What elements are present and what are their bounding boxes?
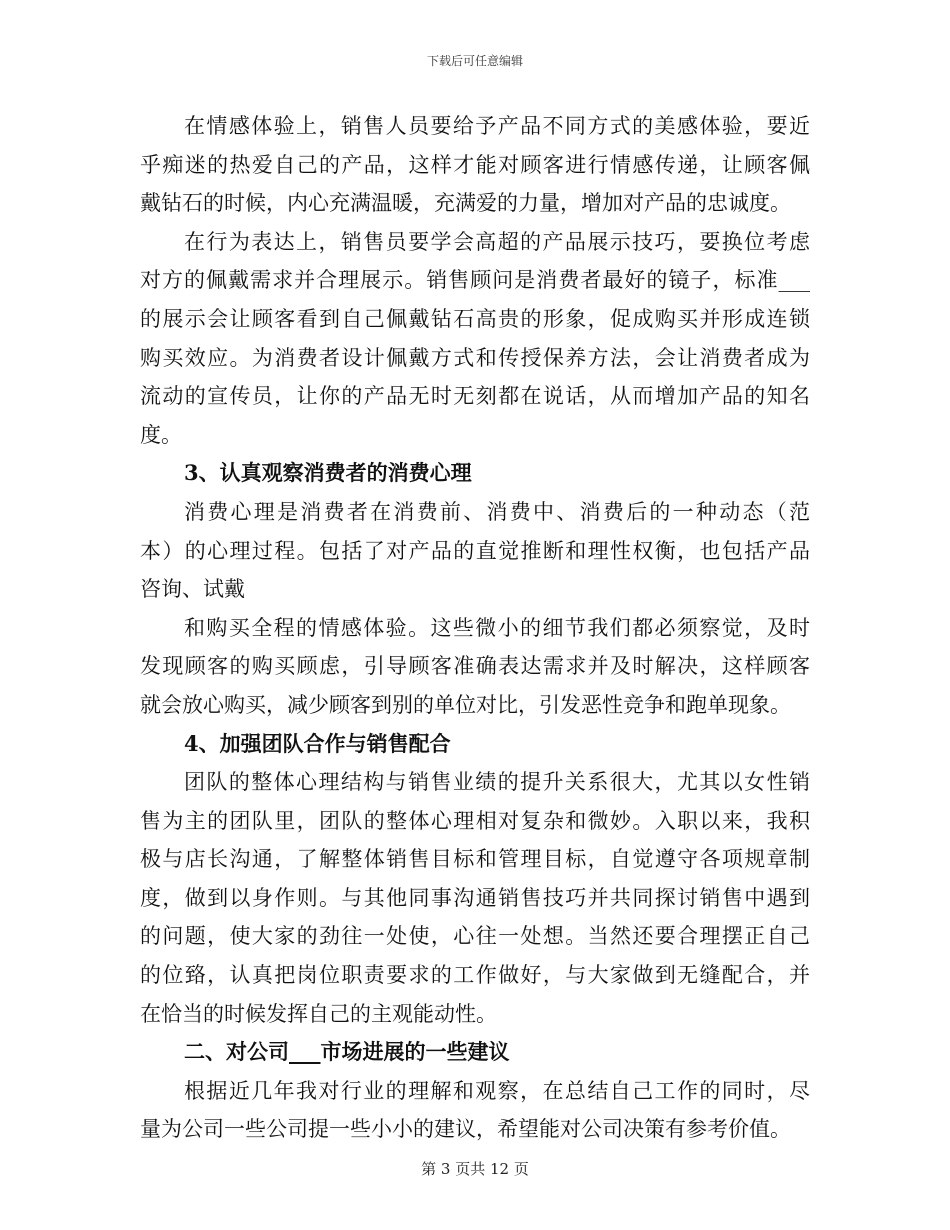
paragraph-line: 戴钻石的时候，内心充满温暖，充满爱的力量，增加对产品的忠诚度。	[140, 191, 791, 216]
paragraph-line: 就会放心购买，减少顾客到别的单位对比，引发恶性竞争和跑单现象。	[140, 692, 791, 717]
paragraph-line: 购买效应。为消费者设计佩戴方式和传授保养方法，会让消费者成为	[140, 345, 810, 370]
paragraph-line: 发现顾客的购买顾虑，引导顾客准确表达需求并及时解决，这样顾客	[140, 654, 810, 679]
paragraph-line: 在情感体验上，销售人员要给予产品不同方式的美感体验，要近	[184, 114, 810, 138]
paragraph-line: 在恰当的时候发挥自己的主观能动性。	[140, 1001, 497, 1026]
paragraph-line: 本）的心理过程。包括了对产品的直觉推断和理性权衡，也包括产品	[140, 538, 810, 563]
page-footer: 第 3 页共 12 页	[421, 1160, 529, 1178]
paragraph-line: 量为公司一些公司提一些小小的建议，希望能对公司决策有参考价值。	[140, 1117, 791, 1142]
paragraph-line: 售为主的团队里，团队的整体心理相对复杂和微妙。入职以来，我积	[140, 808, 810, 833]
paragraph-line: 消费心理是消费者在消费前、消费中、消费后的一种动态（范	[184, 499, 810, 524]
paragraph-line: 乎痴迷的热爱自己的产品，这样才能对顾客进行情感传递，让顾客佩	[140, 152, 810, 177]
page-header: 下载后可任意编辑	[426, 54, 523, 68]
paragraph-line: 团队的整体心理结构与销售业绩的提升关系很大，尤其以女性销	[184, 770, 810, 795]
paragraph-line: 极与店长沟通，了解整体销售目标和管理目标，自觉遵守各项规章制	[140, 847, 810, 872]
paragraph-line: 咨询、试戴	[140, 577, 245, 602]
section-heading: 3、认真观察消费者的消费心理	[184, 460, 472, 486]
section-heading: 4、加强团队合作与销售配合	[184, 730, 451, 756]
paragraph-line: 的位臵，认真把岗位职责要求的工作做好，与大家做到无缝配合，并	[140, 963, 810, 988]
paragraph-line: 和购买全程的情感体验。这些微小的细节我们都必须察觉，及时	[184, 615, 810, 640]
document-body	[140, 107, 810, 1149]
section-heading: 二、对公司___市场进展的一些建议	[184, 1039, 510, 1065]
paragraph-line: 度，做到以身作则。与其他同事沟通销售技巧并共同探讨销售中遇到	[140, 885, 810, 910]
paragraph-line: 流动的宣传员，让你的产品无时无刻都在说话，从而增加产品的知名	[140, 384, 810, 409]
paragraph-line: 的问题，使大家的劲往一处使，心往一处想。当然还要合理摆正自己	[140, 924, 810, 949]
paragraph-line: 根据近几年我对行业的理解和观察，在总结自己工作的同时，尽	[184, 1078, 810, 1103]
paragraph-line: 的展示会让顾客看到自己佩戴钻石高贵的形象，促成购买并形成连锁	[140, 306, 810, 331]
paragraph-line: 在行为表达上，销售员要学会高超的产品展示技巧，要换位考虑	[184, 229, 810, 254]
paragraph-line: 对方的佩戴需求并合理展示。销售顾问是消费者最好的镜子，标准___	[140, 268, 810, 293]
paragraph-line: 度。	[140, 422, 182, 447]
